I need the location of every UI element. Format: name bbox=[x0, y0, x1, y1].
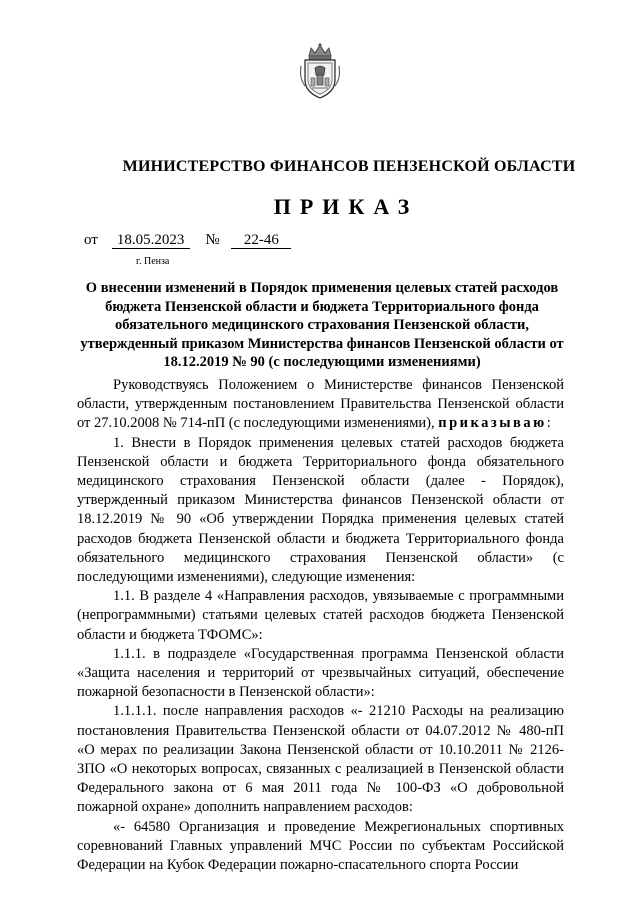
paragraph-1: 1. Внести в Порядок применения целевых статей расходов бюджета Пензенской области и бюджета Территориального фонда обязательного медицинского страхования Пензенской области (далее - Порядок), утвержденный приказом Министерства финансов Пензенской области от 18.12.2019 № 90 «Об утверждении Порядка применения целевых статей расходов бюджета Пензенской области и бюджета Территориального фонда обязательного медицинского страхования Пензенской области» (с последующими изменениями), следующие изменения: bbox=[77, 434, 564, 586]
ministry-name: МИНИСТЕРСТВО ФИНАНСОВ ПЕНЗЕНСКОЙ ОБЛАСТИ bbox=[122, 158, 576, 175]
document-type-heading: ПРИКАЗ bbox=[273, 194, 419, 219]
coat-of-arms-icon bbox=[297, 42, 343, 100]
preamble-paragraph: Руководствуясь Положением о Министерстве финансов Пензенской области, утвержденным постановлением Правительства Пензенской области от 27.10.2008 № 714-пП (с последующими изменениями), приказываю: bbox=[77, 377, 564, 432]
order-keyword: приказываю bbox=[438, 415, 547, 432]
order-body bbox=[77, 376, 564, 875]
paragraph-1-1-1: 1.1.1. в подразделе «Государственная программа Пензенской области «Защита населения и территорий от чрезвычайных ситуаций, обеспечение пожарной безопасности в Пензенской области»: bbox=[77, 645, 564, 701]
city-label: г. Пенза bbox=[136, 256, 170, 267]
document-number: 22-46 bbox=[231, 232, 291, 249]
date-label: от bbox=[84, 232, 98, 248]
document-date: 18.05.2023 bbox=[112, 232, 190, 249]
paragraph-1-1: 1.1. В разделе 4 «Направления расходов, увязываемые с программными (непрограммными) статьями целевых статей расходов бюджета Пензенской области и бюджета ТФОМС»: bbox=[77, 588, 564, 643]
paragraph-1-1-1-1: 1.1.1.1. после направления расходов «- 21210 Расходы на реализацию постановления Правительства Пензенской области от 04.07.2012 № 480-пП «О мерах по реализации Закона Пензенской области от 10.10.2011 № 2126-ЗПО «О некоторых вопросах, связанных с реализацией в Пензенской области Федерального закона от 6 мая 2011 года № 100-ФЗ «О добровольной пожарной охране» дополнить направлением расходов: bbox=[77, 703, 564, 816]
date-number-row bbox=[84, 232, 291, 249]
paragraph-insertion: «- 64580 Организация и проведение Межрегиональных спортивных соревнований Главных управлений МЧС России по субъектам Российской Федерации на Кубок Федерации пожарно-спасательного спорта России bbox=[77, 818, 564, 874]
order-title: О внесении изменений в Порядок применения целевых статей расходов бюджета Пензенской области и бюджета Территориального фонда обязательного медицинского страхования Пензенской области, утвержденный приказом Министерства финансов Пензенской области от 18.12.2019 № 90 (с последующими изменениями) bbox=[80, 280, 564, 370]
number-label: № bbox=[205, 232, 220, 248]
